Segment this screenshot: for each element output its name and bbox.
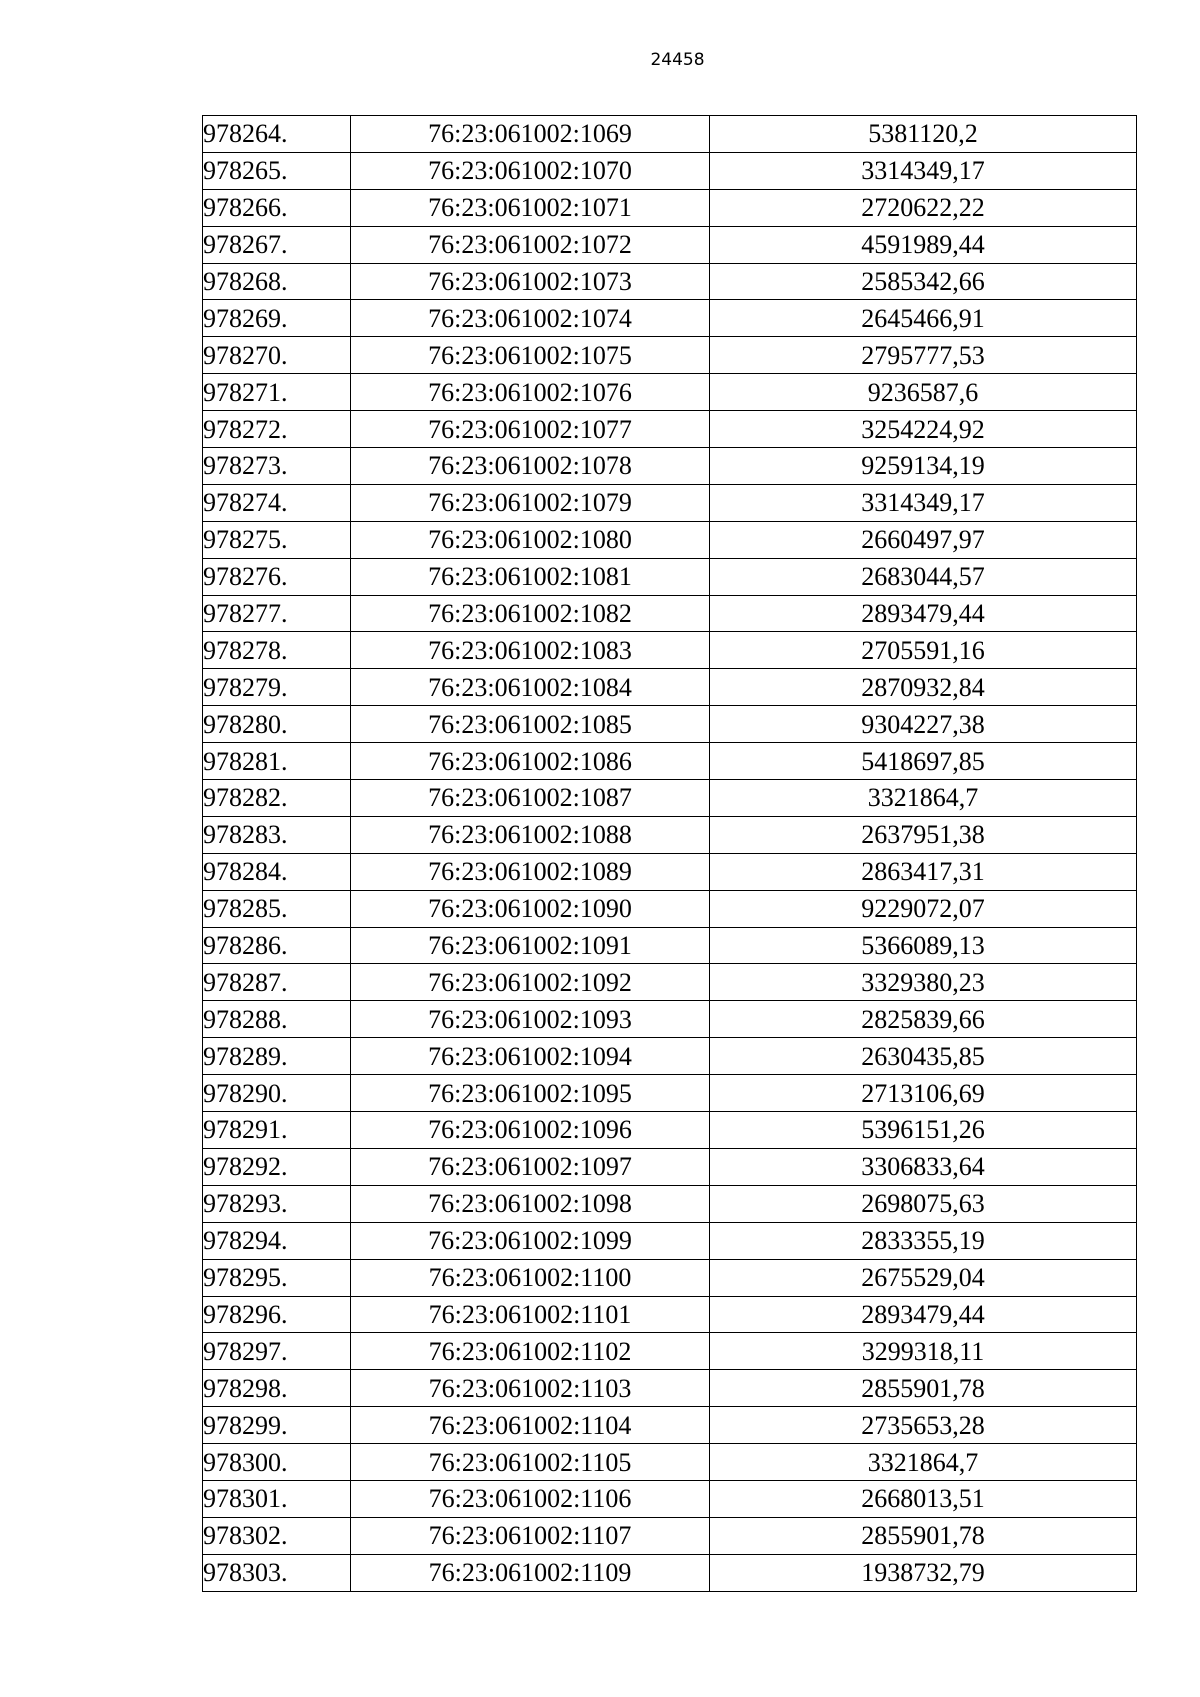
table-row [203, 226, 1137, 263]
value-cell: 5381120,2 [710, 116, 1137, 153]
row-number-cell: 978303. [203, 1554, 351, 1591]
row-number-cell: 978271. [203, 374, 351, 411]
table-row [203, 1296, 1137, 1333]
value-cell: 2675529,04 [710, 1259, 1137, 1296]
value-cell: 2833355,19 [710, 1222, 1137, 1259]
row-number-cell: 978285. [203, 890, 351, 927]
table-row [203, 1517, 1137, 1554]
table-row [203, 411, 1137, 448]
cadastral-number-cell: 76:23:061002:1091 [351, 927, 710, 964]
table-row [203, 152, 1137, 189]
cadastral-number-cell: 76:23:061002:1073 [351, 263, 710, 300]
row-number-cell: 978265. [203, 152, 351, 189]
row-number-cell: 978279. [203, 669, 351, 706]
table-row [203, 1075, 1137, 1112]
table-row [203, 1370, 1137, 1407]
value-cell: 3314349,17 [710, 152, 1137, 189]
value-cell: 2893479,44 [710, 1296, 1137, 1333]
cadastral-number-cell: 76:23:061002:1109 [351, 1554, 710, 1591]
value-cell: 2630435,85 [710, 1038, 1137, 1075]
row-number-cell: 978288. [203, 1001, 351, 1038]
value-cell: 2645466,91 [710, 300, 1137, 337]
value-cell: 2825839,66 [710, 1001, 1137, 1038]
row-number-cell: 978276. [203, 558, 351, 595]
value-cell: 2668013,51 [710, 1480, 1137, 1517]
row-number-cell: 978284. [203, 853, 351, 890]
value-cell: 3329380,23 [710, 964, 1137, 1001]
value-cell: 3314349,17 [710, 484, 1137, 521]
value-cell: 2863417,31 [710, 853, 1137, 890]
cadastral-number-cell: 76:23:061002:1075 [351, 337, 710, 374]
table-row [203, 964, 1137, 1001]
cadastral-number-cell: 76:23:061002:1090 [351, 890, 710, 927]
value-cell: 2795777,53 [710, 337, 1137, 374]
row-number-cell: 978280. [203, 706, 351, 743]
cadastral-number-cell: 76:23:061002:1089 [351, 853, 710, 890]
cadastral-number-cell: 76:23:061002:1082 [351, 595, 710, 632]
row-number-cell: 978274. [203, 484, 351, 521]
row-number-cell: 978270. [203, 337, 351, 374]
cadastral-number-cell: 76:23:061002:1077 [351, 411, 710, 448]
row-number-cell: 978300. [203, 1444, 351, 1481]
value-cell: 3321864,7 [710, 1444, 1137, 1481]
value-cell: 2855901,78 [710, 1370, 1137, 1407]
table-body [203, 116, 1137, 1592]
table-row [203, 816, 1137, 853]
value-cell: 1938732,79 [710, 1554, 1137, 1591]
cadastral-number-cell: 76:23:061002:1101 [351, 1296, 710, 1333]
table-row [203, 1038, 1137, 1075]
cadastral-number-cell: 76:23:061002:1069 [351, 116, 710, 153]
cadastral-number-cell: 76:23:061002:1076 [351, 374, 710, 411]
table-row [203, 1112, 1137, 1149]
row-number-cell: 978275. [203, 521, 351, 558]
value-cell: 4591989,44 [710, 226, 1137, 263]
row-number-cell: 978278. [203, 632, 351, 669]
cadastral-number-cell: 76:23:061002:1072 [351, 226, 710, 263]
table-row [203, 1222, 1137, 1259]
table-row [203, 300, 1137, 337]
cadastral-number-cell: 76:23:061002:1085 [351, 706, 710, 743]
row-number-cell: 978299. [203, 1407, 351, 1444]
row-number-cell: 978292. [203, 1148, 351, 1185]
row-number-cell: 978295. [203, 1259, 351, 1296]
cadastral-number-cell: 76:23:061002:1071 [351, 189, 710, 226]
table-row [203, 337, 1137, 374]
value-cell: 3306833,64 [710, 1148, 1137, 1185]
cadastral-number-cell: 76:23:061002:1080 [351, 521, 710, 558]
row-number-cell: 978291. [203, 1112, 351, 1149]
row-number-cell: 978290. [203, 1075, 351, 1112]
row-number-cell: 978277. [203, 595, 351, 632]
cadastral-number-cell: 76:23:061002:1097 [351, 1148, 710, 1185]
table-row [203, 1444, 1137, 1481]
cadastral-number-cell: 76:23:061002:1092 [351, 964, 710, 1001]
table-row [203, 116, 1137, 153]
row-number-cell: 978298. [203, 1370, 351, 1407]
value-cell: 5366089,13 [710, 927, 1137, 964]
value-cell: 2637951,38 [710, 816, 1137, 853]
row-number-cell: 978283. [203, 816, 351, 853]
value-cell: 2720622,22 [710, 189, 1137, 226]
cadastral-number-cell: 76:23:061002:1088 [351, 816, 710, 853]
table-row [203, 1407, 1137, 1444]
table-row [203, 1480, 1137, 1517]
value-cell: 3321864,7 [710, 780, 1137, 817]
cadastral-number-cell: 76:23:061002:1078 [351, 448, 710, 485]
table-row [203, 853, 1137, 890]
cadastral-number-cell: 76:23:061002:1099 [351, 1222, 710, 1259]
row-number-cell: 978296. [203, 1296, 351, 1333]
row-number-cell: 978297. [203, 1333, 351, 1370]
row-number-cell: 978267. [203, 226, 351, 263]
table-row [203, 263, 1137, 300]
table-row [203, 669, 1137, 706]
row-number-cell: 978289. [203, 1038, 351, 1075]
value-cell: 2855901,78 [710, 1517, 1137, 1554]
cadastral-number-cell: 76:23:061002:1094 [351, 1038, 710, 1075]
cadastral-number-cell: 76:23:061002:1106 [351, 1480, 710, 1517]
page-number: 24458 [650, 50, 705, 70]
cadastral-number-cell: 76:23:061002:1107 [351, 1517, 710, 1554]
row-number-cell: 978287. [203, 964, 351, 1001]
row-number-cell: 978281. [203, 743, 351, 780]
row-number-cell: 978302. [203, 1517, 351, 1554]
row-number-cell: 978264. [203, 116, 351, 153]
cadastral-number-cell: 76:23:061002:1086 [351, 743, 710, 780]
cadastral-number-cell: 76:23:061002:1103 [351, 1370, 710, 1407]
value-cell: 9259134,19 [710, 448, 1137, 485]
value-cell: 2705591,16 [710, 632, 1137, 669]
table-row [203, 1554, 1137, 1591]
value-cell: 3254224,92 [710, 411, 1137, 448]
value-cell: 9236587,6 [710, 374, 1137, 411]
table-row [203, 189, 1137, 226]
value-cell: 2683044,57 [710, 558, 1137, 595]
table-row [203, 448, 1137, 485]
row-number-cell: 978268. [203, 263, 351, 300]
value-cell: 5418697,85 [710, 743, 1137, 780]
table-row [203, 927, 1137, 964]
table-row [203, 1259, 1137, 1296]
row-number-cell: 978266. [203, 189, 351, 226]
cadastral-number-cell: 76:23:061002:1093 [351, 1001, 710, 1038]
value-cell: 5396151,26 [710, 1112, 1137, 1149]
cadastral-number-cell: 76:23:061002:1070 [351, 152, 710, 189]
value-cell: 2735653,28 [710, 1407, 1137, 1444]
cadastral-number-cell: 76:23:061002:1095 [351, 1075, 710, 1112]
table-row [203, 632, 1137, 669]
row-number-cell: 978272. [203, 411, 351, 448]
value-cell: 2713106,69 [710, 1075, 1137, 1112]
table-row [203, 374, 1137, 411]
cadastral-number-cell: 76:23:061002:1083 [351, 632, 710, 669]
value-cell: 2585342,66 [710, 263, 1137, 300]
cadastral-number-cell: 76:23:061002:1096 [351, 1112, 710, 1149]
cadastral-number-cell: 76:23:061002:1081 [351, 558, 710, 595]
value-cell: 2660497,97 [710, 521, 1137, 558]
cadastral-number-cell: 76:23:061002:1105 [351, 1444, 710, 1481]
table-row [203, 595, 1137, 632]
cadastral-number-cell: 76:23:061002:1087 [351, 780, 710, 817]
value-cell: 2893479,44 [710, 595, 1137, 632]
cadastral-number-cell: 76:23:061002:1084 [351, 669, 710, 706]
table-row [203, 1001, 1137, 1038]
table-row [203, 1148, 1137, 1185]
cadastral-number-cell: 76:23:061002:1104 [351, 1407, 710, 1444]
cadastral-number-cell: 76:23:061002:1074 [351, 300, 710, 337]
value-cell: 2870932,84 [710, 669, 1137, 706]
cadastral-number-cell: 76:23:061002:1098 [351, 1185, 710, 1222]
cadastral-number-cell: 76:23:061002:1079 [351, 484, 710, 521]
row-number-cell: 978282. [203, 780, 351, 817]
row-number-cell: 978286. [203, 927, 351, 964]
row-number-cell: 978294. [203, 1222, 351, 1259]
row-number-cell: 978293. [203, 1185, 351, 1222]
table-row [203, 890, 1137, 927]
table-row [203, 706, 1137, 743]
value-cell: 2698075,63 [710, 1185, 1137, 1222]
value-cell: 9304227,38 [710, 706, 1137, 743]
table-row [203, 484, 1137, 521]
value-cell: 9229072,07 [710, 890, 1137, 927]
cadastral-number-cell: 76:23:061002:1102 [351, 1333, 710, 1370]
table-row [203, 1333, 1137, 1370]
row-number-cell: 978301. [203, 1480, 351, 1517]
row-number-cell: 978273. [203, 448, 351, 485]
table-row [203, 558, 1137, 595]
table-row [203, 780, 1137, 817]
row-number-cell: 978269. [203, 300, 351, 337]
table-row [203, 743, 1137, 780]
table-row [203, 521, 1137, 558]
table-row [203, 1185, 1137, 1222]
cadastral-number-cell: 76:23:061002:1100 [351, 1259, 710, 1296]
cadastral-table [202, 115, 1137, 1592]
value-cell: 3299318,11 [710, 1333, 1137, 1370]
